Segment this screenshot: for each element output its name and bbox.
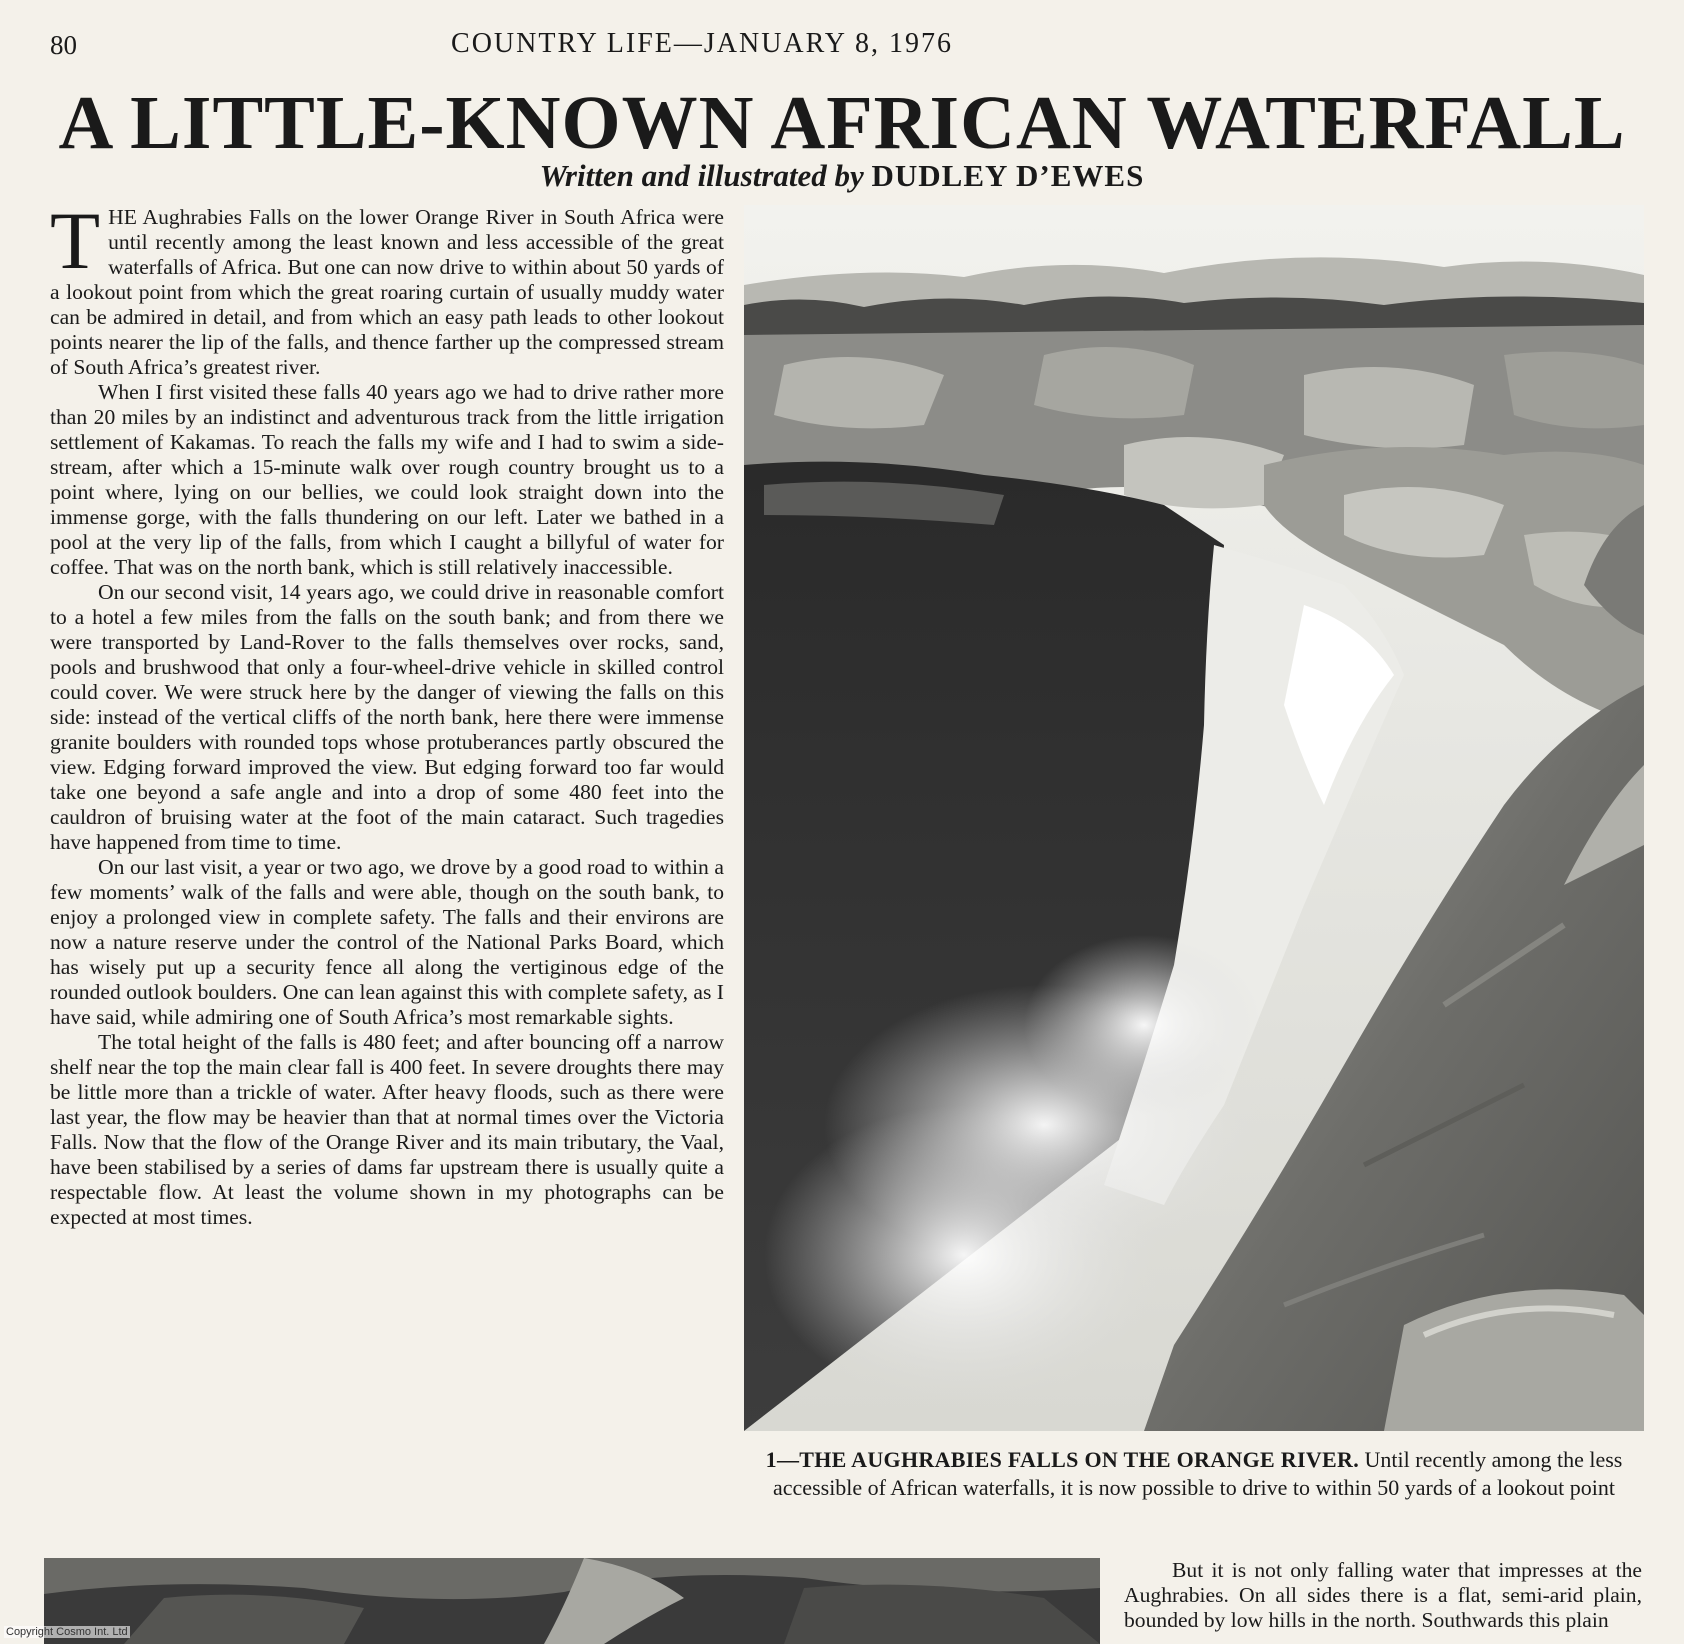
byline [0, 158, 1684, 194]
waterfall-photo-illustration [744, 205, 1644, 1431]
gorge-photo-illustration [44, 1558, 1100, 1644]
waterfall-photograph [744, 205, 1644, 1431]
article-title: A LITTLE-KNOWN AFRICAN WATERFALL [58, 81, 1626, 165]
caption-lead: 1—THE AUGHRABIES FALLS ON THE ORANGE RIVER. [765, 1447, 1360, 1472]
running-head-text: COUNTRY LIFE—JANUARY 8, 1976 [451, 28, 953, 59]
copyright-watermark: Copyright Cosmo Int. Ltd [6, 1626, 128, 1638]
paragraph-4: On our last visit, a year or two ago, we drove by a good road to within a few moments’ walk of the falls and were able, though on the south bank, to enjoy a prolonged view in complete safety. The falls and their environs are now a nature reserve under the control of the National Parks Board, which has wisely put up a security fence all along the vertiginous edge of the rounded outlook boulders. One can lean against this with complete safety, as I have said, while admiring one of South Africa’s most remarkable sights. [50, 855, 724, 1029]
paragraph-2: When I first visited these falls 40 years ago we had to drive rather more than 20 miles by an indistinct and adventurous track from the little irrigation settlement of Kakamas. To reach the falls my wife and I had to swim a side-stream, after which a 15-minute walk over rough country brought us to a point where, lying on our bellies, we could look straight down into the immense gorge, with the falls thundering on our left. Later we bathed in a pool at the very lip of the falls, from which I caught a billyful of water for coffee. That was on the north bank, which is still relatively inaccessible. [50, 380, 724, 579]
gorge-photograph [44, 1558, 1100, 1644]
drop-cap: T [50, 195, 101, 286]
caption-text: Until recently among the less accessible of African waterfalls, it is now possible to drive to within 50 yards of a lookout point [773, 1447, 1623, 1500]
paragraph-6: But it is not only falling water that impresses at the Aughrabies. On all sides there is a flat, semi-arid plain, bounded by low hills in the north. Southwards this plain [1124, 1558, 1642, 1632]
article-body-continuation [1124, 1558, 1642, 1633]
author-name: DUDLEY D’EWES [871, 158, 1145, 193]
paragraph-1-text: HE Aughrabies Falls on the lower Orange River in South Africa were until recently among the least known and less accessible of the great waterfalls of Africa. But one can now drive to within about 50 yards of a lookout point from which the great roaring curtain of usually muddy water can be admired in detail, and from which an easy path leads to other lookout points nearer the lip of the falls, and thence farther up the compressed stream of South Africa’s greatest river. [50, 205, 724, 379]
paragraph-5: The total height of the falls is 480 feet; and after bouncing off a narrow shelf near the top the main clear fall is 400 feet. In severe droughts there may be little more than a trickle of water. After heavy floods, such as there were last year, the flow may be heavier than that at normal times over the Victoria Falls. Now that the flow of the Orange River and its main tributary, the Vaal, have been stabilised by a series of dams far upstream there is usually quite a respectable flow. At least the volume shown in my photographs can be expected at most times. [50, 1030, 724, 1229]
page-number: 80 [50, 30, 77, 60]
running-head [0, 28, 1684, 60]
byline-prefix: Written and illustrated by [539, 158, 864, 193]
figure-1-caption [744, 1446, 1644, 1502]
article-body-column [50, 195, 724, 1230]
paragraph-3: On our second visit, 14 years ago, we could drive in reasonable comfort to a hotel a few miles from the falls on the south bank; and from there we were transported by Land-Rover to the falls themselves over rocks, sand, pools and brushwood that only a four-wheel-drive vehicle in skilled control could cover. We were struck here by the danger of viewing the falls on this side: instead of the vertical cliffs of the north bank, here there were immense granite boulders with rounded tops whose protuberances partly obscured the view. Edging forward improved the view. But edging forward too far would take one beyond a safe angle and into a drop of some 480 feet into the cauldron of bruising water at the foot of the main cataract. Such tragedies have happened from time to time. [50, 580, 724, 854]
paragraph-1 [50, 195, 724, 380]
